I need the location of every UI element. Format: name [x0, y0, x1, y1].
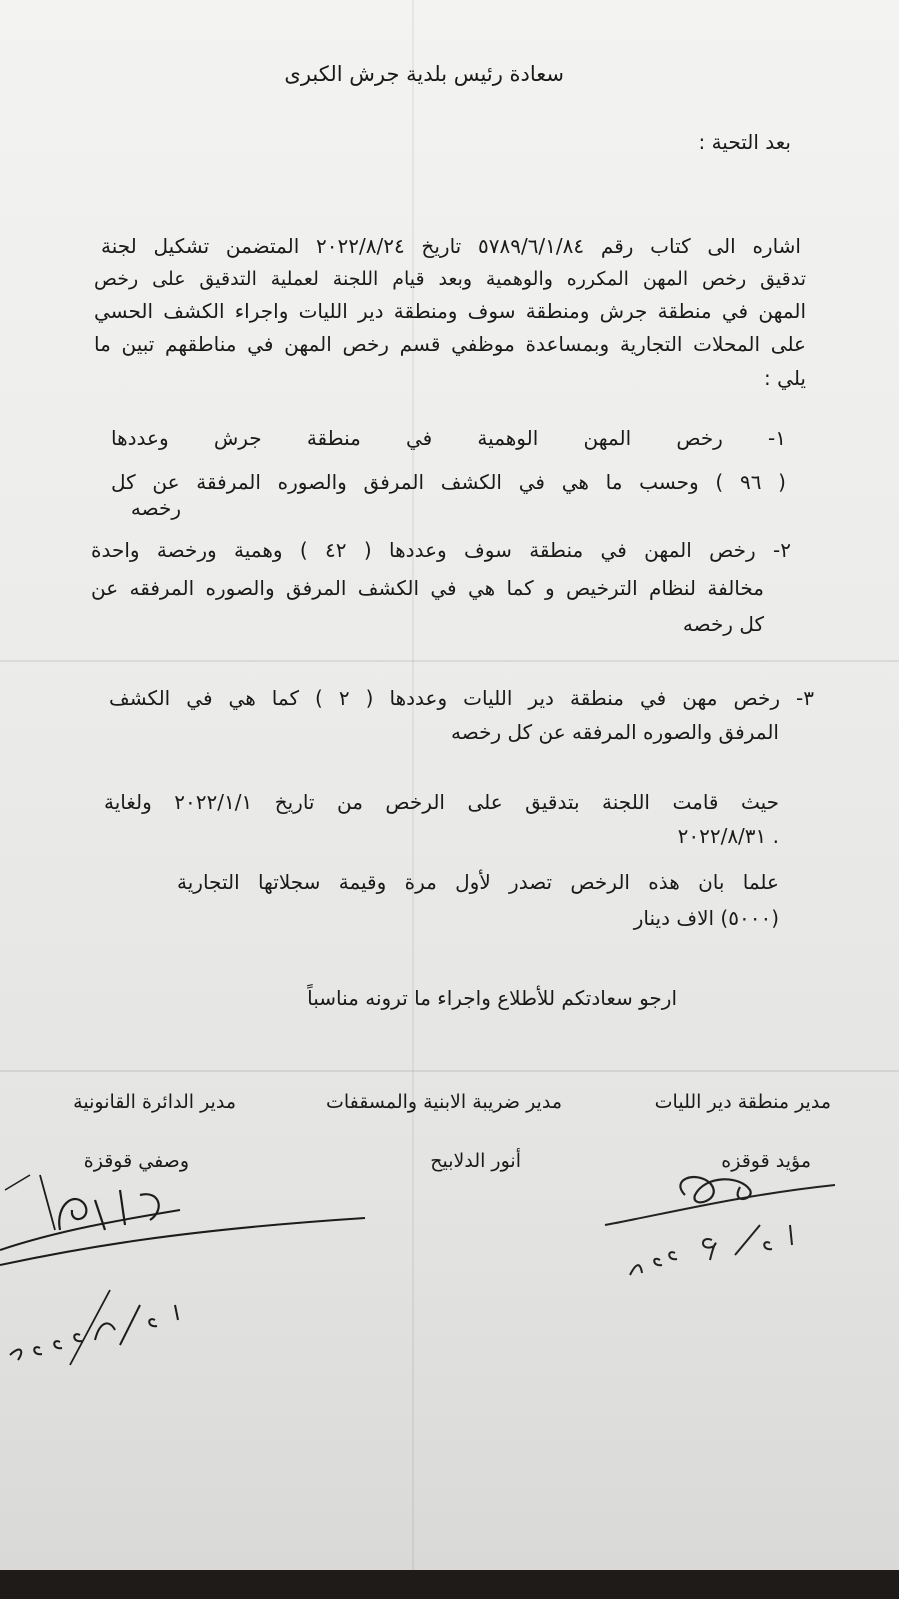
signatory-title: مدير الدائرة القانونية — [73, 1091, 236, 1113]
signatory-name: وصفي قوقزة — [83, 1150, 189, 1172]
fold-line — [0, 660, 899, 662]
intro-line: المهن في منطقة جرش ومنطقة سوف ومنطقة دير الليات واجراء الكشف الحسي — [94, 299, 806, 323]
period-line: حيث قامت اللجنة بتدقيق على الرخص من تاريخ ٢٠٢٢/١/١ ولغاية — [104, 790, 779, 814]
note-line: علما بان هذه الرخص تصدر لأول مرة وقيمة سجلاتها التجارية — [177, 870, 779, 894]
item-line: المرفق والصوره المرفقه عن كل رخصه — [451, 720, 779, 744]
signatory-name: أنور الدلابيح — [430, 1150, 521, 1172]
item-line: مخالفة لنظام الترخيص و كما هي في الكشف المرفق والصوره المرفقه عن — [91, 576, 764, 600]
note-line: (٥٠٠٠) الاف دينار — [633, 906, 779, 930]
item-line: كل رخصه — [682, 612, 764, 636]
handwritten-signature-left — [0, 1170, 370, 1374]
addressee: سعادة رئيس بلدية جرش الكبرى — [284, 62, 564, 86]
item-line: رخصه — [130, 496, 181, 520]
background-table-edge — [0, 1570, 899, 1599]
item-line: ٢- رخص المهن في منطقة سوف وعددها ( ٤٢ ) وهمية ورخصة واحدة — [91, 538, 791, 562]
item-line: ١- رخص المهن الوهمية في منطقة جرش وعددها — [111, 426, 786, 450]
handwritten-signature-right — [600, 1165, 840, 1299]
fold-line — [0, 1070, 899, 1072]
intro-line: على المحلات التجارية وبمساعدة موظفي قسم رخص المهن في مناطقهم تبين ما — [94, 332, 806, 356]
greeting: بعد التحية : — [698, 130, 791, 154]
item-line: ٣- رخص مهن في منطقة دير الليات وعددها ( ٢ ) كما هي في الكشف — [109, 686, 814, 710]
item-line: ( ٩٦ ) وحسب ما هي في الكشف المرفق والصوره المرفقة عن كل — [111, 470, 786, 494]
signatory-name: مؤيد قوقزه — [721, 1150, 811, 1172]
intro-line: تدقيق رخص المهن المكرره والوهمية وبعد قيام اللجنة لعملية التدقيق على رخص — [94, 268, 806, 290]
signatory-title: مدير منطقة دير الليات — [654, 1091, 831, 1113]
intro-line: اشاره الى كتاب رقم ٥٧٨٩/٦/١/٨٤ تاريخ ٢٠٢٢/٨/٢٤ المتضمن تشكيل لجنة — [101, 234, 801, 258]
period-line: ٢٠٢٢/٨/٣١ . — [677, 824, 779, 848]
intro-line: يلي : — [764, 366, 806, 390]
signatory-title: مدير ضريبة الابنية والمسقفات — [326, 1091, 562, 1113]
closing-line: ارجو سعادتكم للأطلاع واجراء ما ترونه مناسباً — [307, 986, 677, 1010]
